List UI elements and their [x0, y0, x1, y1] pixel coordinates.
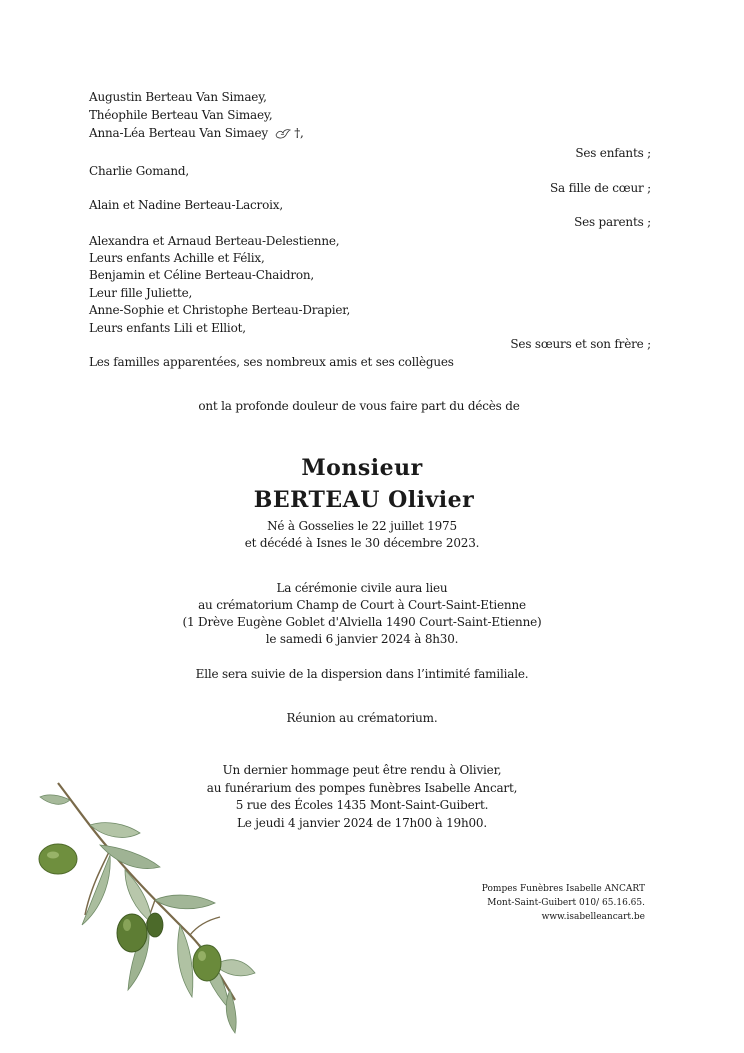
child-name-3-text: Anna-Léa Berteau Van Simaey: [89, 126, 268, 140]
ceremony-line-1: La cérémonie civile aura lieu: [276, 581, 448, 595]
tribute-line-3: 5 rue des Écoles 1435 Mont-Saint-Guibert.: [235, 798, 489, 812]
deceased-title: Monsieur: [301, 455, 423, 481]
stepdaughter-role: Sa fille de cœur ;: [550, 181, 651, 195]
parents-role: Ses parents ;: [574, 215, 651, 229]
others-line: Les familles apparentées, ses nombreux amis et ses collègues: [89, 355, 454, 369]
child-name-3: [89, 125, 304, 141]
stepdaughter-name: Charlie Gomand,: [89, 164, 189, 178]
footer-phone: Mont-Saint-Guibert 010/ 65.16.65.: [487, 898, 645, 908]
ceremony-line-4: le samedi 6 janvier 2024 à 8h30.: [265, 632, 459, 646]
sibling-line-1: Alexandra et Arnaud Berteau-Delestienne,: [89, 234, 340, 248]
child-name-2: Théophile Berteau Van Simaey,: [89, 108, 273, 122]
child-name-3-suffix: †,: [294, 126, 304, 140]
ceremony-line-3: (1 Drève Eugène Goblet d'Alviella 1490 Court-Saint-Etienne): [182, 615, 542, 629]
deceased-name: BERTEAU Olivier: [253, 487, 475, 513]
sibling-line-3: Benjamin et Céline Berteau-Chaidron,: [89, 268, 315, 282]
sibling-line-6: Leurs enfants Lili et Elliot,: [89, 321, 246, 335]
dispersion-line: Elle sera suivie de la dispersion dans l’intimité familiale.: [195, 667, 529, 681]
tribute-line-1: Un dernier hommage peut être rendu à Olivier,: [222, 763, 502, 777]
siblings-role: Ses sœurs et son frère ;: [510, 337, 651, 351]
announcement: ont la profonde douleur de vous faire part du décès de: [198, 399, 520, 413]
tribute-line-4: Le jeudi 4 janvier 2024 de 17h00 à 19h00.: [237, 816, 487, 830]
deceased-died: et décédé à Isnes le 30 décembre 2023.: [244, 536, 480, 550]
deceased-born: Né à Gosselies le 22 juillet 1975: [267, 519, 457, 533]
olive-branch-icon: [30, 775, 260, 1035]
reunion-line: Réunion au crématorium.: [286, 711, 438, 725]
dove-icon: [275, 128, 291, 140]
sibling-line-4: Leur fille Juliette,: [89, 286, 193, 300]
footer-company: Pompes Funèbres Isabelle ANCART: [481, 884, 645, 894]
sibling-line-5: Anne-Sophie et Christophe Berteau-Drapier,: [89, 303, 351, 317]
parents-name: Alain et Nadine Berteau-Lacroix,: [89, 198, 283, 212]
sibling-line-2: Leurs enfants Achille et Félix,: [89, 251, 265, 265]
ceremony-line-2: au crématorium Champ de Court à Court-Saint-Etienne: [198, 598, 526, 612]
footer-website: www.isabelleancart.be: [541, 912, 645, 922]
tribute-line-2: au funérarium des pompes funèbres Isabelle Ancart,: [206, 781, 518, 795]
children-role: Ses enfants ;: [575, 146, 651, 160]
child-name-1: Augustin Berteau Van Simaey,: [89, 90, 267, 104]
